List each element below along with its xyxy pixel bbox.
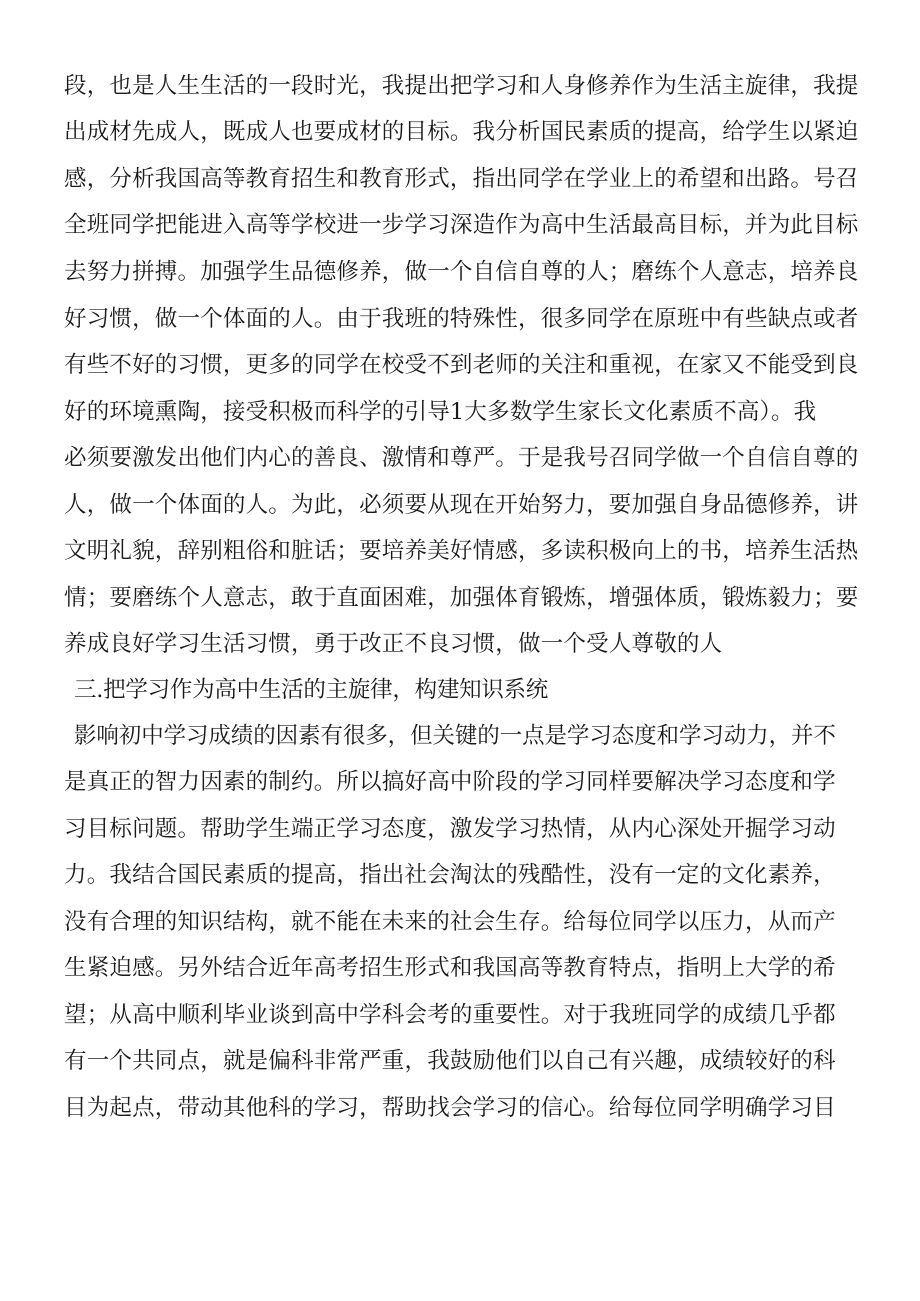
paragraph-line: 养成良好学习生活习惯，勇于改正不良习惯，做一个受人尊敬的人 bbox=[64, 631, 723, 657]
paragraph-line: 好的环境熏陶，接受积极而科学的引导1大多数学生家长文化素质不高）。我 bbox=[64, 399, 817, 425]
paragraph-line: 习目标问题。帮助学生端正学习态度，激发学习热情，从内心深处开掘学习动 bbox=[64, 816, 836, 842]
paragraph-line: 必须要激发出他们内心的善良、激情和尊严。于是我号召同学做一个自信自尊的 bbox=[64, 445, 859, 471]
paragraph-line: 全班同学把能进入高等学校进一步学习深造作为高中生活最高目标，并为此目标 bbox=[64, 212, 859, 238]
paragraph-line: 好习惯，做一个体面的人。由于我班的特殊性，很多同学在原班中有些缺点或者 bbox=[64, 306, 859, 332]
paragraph-line: 是真正的智力因素的制约。所以搞好高中阶段的学习同样要解决学习态度和学 bbox=[64, 769, 836, 795]
paragraph-line: 文明礼貌，辞别粗俗和脏话；要培养美好情感，多读积极向上的书，培养生活热 bbox=[64, 538, 859, 564]
paragraph-line: 影响初中学习成绩的因素有很多，但关键的一点是学习态度和学习动力，并不 bbox=[74, 723, 836, 749]
section-heading: 三.把学习作为高中生活的主旋律，构建知识系统 bbox=[74, 677, 549, 703]
paragraph-line: 力。我结合国民素质的提高，指出社会淘汰的残酷性，没有一定的文化素养， bbox=[64, 862, 836, 888]
paragraph-line: 情；要磨练个人意志，敢于直面困难，加强体育锻炼，增强体质，锻炼毅力；要 bbox=[64, 585, 859, 611]
paragraph-line: 出成材先成人，既成人也要成材的目标。我分析国民素质的提高，给学生以紧迫 bbox=[64, 119, 859, 145]
paragraph-line: 目为起点，带动其他科的学习，帮助找会学习的信心。给每位同学明确学习目 bbox=[64, 1095, 836, 1121]
paragraph-line: 生紧迫感。另外结合近年高考招生形式和我国高等教育特点，指明上大学的希 bbox=[64, 955, 836, 981]
paragraph-line: 有些不好的习惯，更多的同学在校受不到老师的关注和重视，在家又不能受到良 bbox=[64, 352, 859, 378]
paragraph-line: 望；从高中顺利毕业谈到高中学科会考的重要性。对于我班同学的成绩几乎都 bbox=[64, 1002, 836, 1028]
paragraph-line: 感，分析我国高等教育招生和教育形式，指出同学在学业上的希望和出路。号召 bbox=[64, 166, 859, 192]
paragraph-line: 有一个共同点，就是偏科非常严重，我鼓励他们以自己有兴趣，成绩较好的科 bbox=[64, 1048, 836, 1074]
paragraph-line: 人，做一个体面的人。为此，必须要从现在开始努力，要加强自身品德修养，讲 bbox=[64, 492, 859, 518]
paragraph-line: 去努力拼搏。加强学生品德修养，做一个自信自尊的人；磨练个人意志，培养良 bbox=[64, 259, 859, 285]
paragraph-line: 没有合理的知识结构，就不能在未来的社会生存。给每位同学以压力，从而产 bbox=[64, 909, 836, 935]
paragraph-line: 段，也是人生生活的一段时光，我提出把学习和人身修养作为生活主旋律，我提 bbox=[64, 73, 859, 99]
